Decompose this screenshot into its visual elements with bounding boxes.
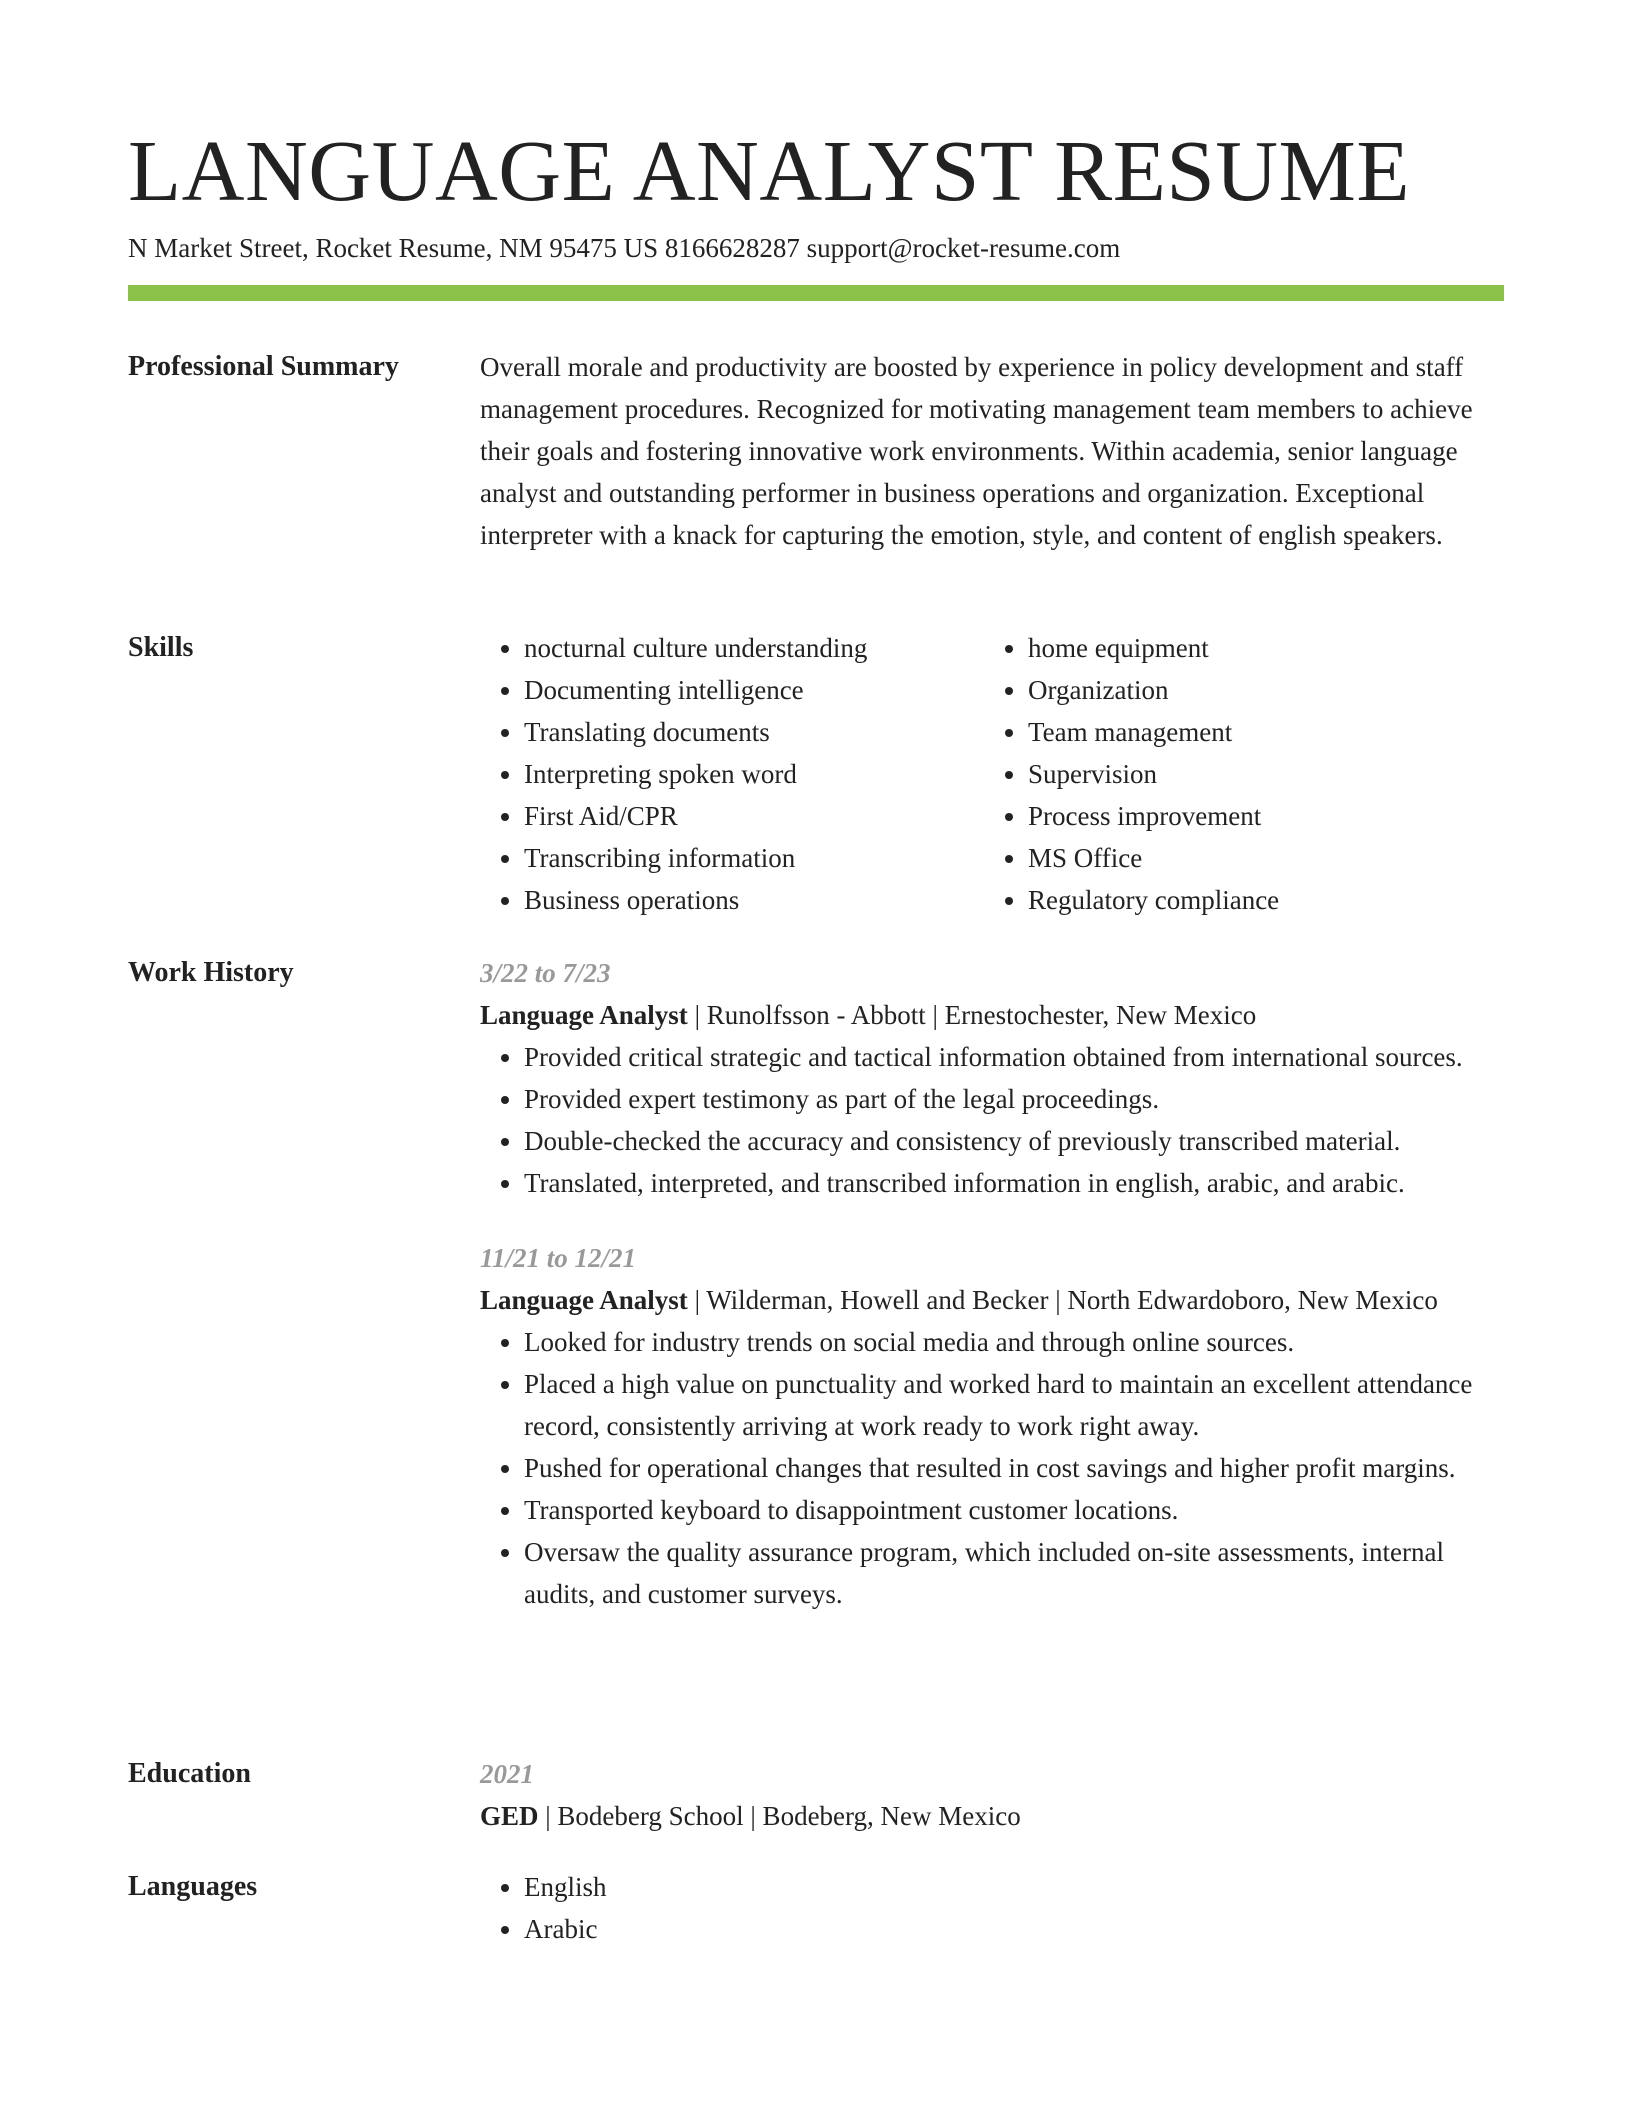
job-heading — [480, 1279, 1506, 1321]
job-bullet: • Oversaw the quality assurance program, which included on-site assessments, internal audits, and customer surveys. — [524, 1531, 1506, 1615]
skill-item: • Interpreting spoken word — [524, 753, 984, 795]
skill-item: • Documenting intelligence — [524, 669, 984, 711]
summary-text: Overall morale and productivity are boosted by experience in policy development and staff management procedures. Recognized for motivating management team members to achieve their goals and fostering innovative work environments. Within academia, senior language analyst and outstanding performer in business operations and organization. Exceptional interpreter with a knack for capturing the emotion, style, and content of english speakers. — [480, 352, 1473, 550]
language-item: • English — [524, 1866, 1506, 1908]
education-heading: Education — [128, 1758, 251, 1789]
work-history-heading: Work History — [128, 957, 294, 988]
skill-item: • Translating documents — [524, 711, 984, 753]
education-degree: GED — [480, 1801, 539, 1831]
job-bullet: • Provided critical strategic and tactical information obtained from international sources. — [524, 1036, 1506, 1078]
job-bullet: • Pushed for operational changes that resulted in cost savings and higher profit margins. — [524, 1447, 1506, 1489]
job-role: Language Analyst — [480, 1285, 688, 1315]
skill-item: • Regulatory compliance — [1028, 879, 1488, 921]
job-details: | Runolfsson - Abbott | Ernestochester, New Mexico — [687, 1000, 1257, 1030]
accent-divider — [128, 285, 1504, 301]
resume-title: LANGUAGE ANALYST RESUME — [128, 122, 1411, 219]
skills-heading: Skills — [128, 632, 194, 663]
skills-list-right — [984, 627, 1488, 921]
skill-item: • Transcribing information — [524, 837, 984, 879]
job-entry — [480, 1237, 1506, 1615]
job-bullet: • Double-checked the accuracy and consistency of previously transcribed material. — [524, 1120, 1506, 1162]
contact-line: N Market Street, Rocket Resume, NM 95475 US 8166628287 support@rocket-resume.com — [128, 233, 1121, 263]
job-role: Language Analyst — [480, 1000, 688, 1030]
job-bullet: • Transported keyboard to disappointment customer locations. — [524, 1489, 1506, 1531]
summary-heading: Professional Summary — [128, 351, 399, 382]
job-heading — [480, 994, 1506, 1036]
job-bullets — [480, 1036, 1506, 1204]
languages-list — [480, 1866, 1506, 1950]
languages-heading: Languages — [128, 1871, 258, 1902]
job-bullet: • Provided expert testimony as part of the legal proceedings. — [524, 1078, 1506, 1120]
job-bullet: • Placed a high value on punctuality and worked hard to maintain an excellent attendance record, consistently arriving at work ready to work right away. — [524, 1363, 1506, 1447]
skill-item: • Process improvement — [1028, 795, 1488, 837]
skill-item: • home equipment — [1028, 627, 1488, 669]
skill-item: • nocturnal culture understanding — [524, 627, 984, 669]
skill-item: • First Aid/CPR — [524, 795, 984, 837]
job-bullet: • Translated, interpreted, and transcribed information in english, arabic, and arabic. — [524, 1162, 1506, 1204]
skill-item: • Team management — [1028, 711, 1488, 753]
job-entry — [480, 952, 1506, 1204]
job-dates: 3/22 to 7/23 — [480, 958, 611, 988]
skill-item: • Business operations — [524, 879, 984, 921]
job-details: | Wilderman, Howell and Becker | North Edwardoboro, New Mexico — [687, 1285, 1438, 1315]
job-bullet: • Looked for industry trends on social media and through online sources. — [524, 1321, 1506, 1363]
skill-item: • MS Office — [1028, 837, 1488, 879]
education-entry — [480, 1795, 1506, 1837]
job-bullets — [480, 1321, 1506, 1615]
language-item: • Arabic — [524, 1908, 1506, 1950]
education-year: 2021 — [480, 1759, 534, 1789]
skill-item: • Supervision — [1028, 753, 1488, 795]
skill-item: • Organization — [1028, 669, 1488, 711]
job-dates: 11/21 to 12/21 — [480, 1243, 637, 1273]
skills-list-left — [480, 627, 984, 921]
education-details: | Bodeberg School | Bodeberg, New Mexico — [538, 1801, 1021, 1831]
